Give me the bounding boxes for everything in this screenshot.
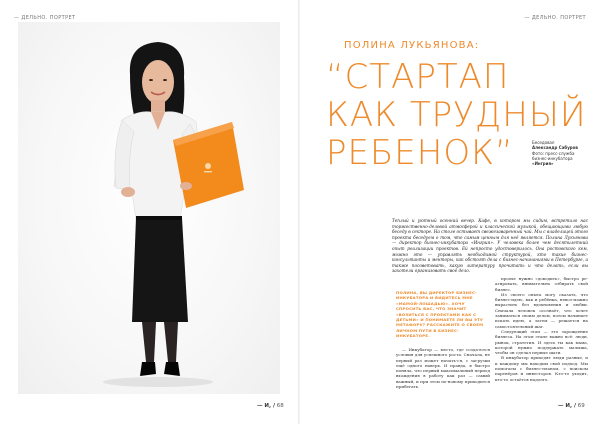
body-paragraph: — Инкубатор — место, где созда-ются условия для успешного роста. Сначала, не первый раз может начать-ся, с загрузки ещё одного наверх. И правда, я быстро поняла, что первый максимальный период вхождения в работу как раз — самый важный, и при этом по-новому приходится прибегать. (396, 347, 490, 390)
folio-brand: — И, / (558, 403, 577, 409)
portrait-illustration (18, 22, 280, 394)
section-label: — ДЕЛЬНО. ПОРТРЕТ (14, 15, 76, 21)
right-page (300, 0, 600, 424)
portrait-photo (18, 22, 280, 394)
left-page (0, 0, 299, 424)
page-number: 69 (577, 403, 585, 409)
interviewee-name: ПОЛИНА ЛУКЬЯНОВА: (344, 40, 480, 51)
body-column-2 (495, 276, 588, 382)
body-column-1 (396, 347, 490, 389)
section-label: — ДЕЛЬНО. ПОРТРЕТ (524, 15, 586, 21)
body-paragraph: Из своего опыта могу сказать, что бизнес-идею, как и ребёнка, невоз-можно вырастить без вдохновения и любви. Сначала человек осознаёт, что хочет заниматься своим делом, потом начинает искать идею, а затем — решается на самостоятельный шаг. (495, 291, 588, 329)
credit-source: «Ингрия» (532, 161, 554, 167)
headline-line: РЕБЕНОК” (326, 133, 514, 173)
headline-line: “СТАРТАП (326, 57, 510, 97)
credit-author: Александр Сабуров (532, 145, 578, 151)
article-lead: Теплый и уютный осенний вечер. Кафе, в котором мы сидим, встретило нас торжественно-деловой атмосферой и классической музыкой, обещающими любую беседу в секторе. На столе остывает свежезаваренный чай. Мы с владелицей этого проекта беседуем о том, что самым ценным для неё является. Полина Лукьянова — директор бизнес-инкубатора «Ингрия». У человека более чем десятилетний опыт реализации проектов. Ей непросто удостоверилось. Она ростовского кем, можно это — управлять необходимой структурой, кто такие бизнес-консультанты и менторы, как обстоят дела с бизнес-начинаниями в Петербурге, а также посоветовать, какую литературу прочитать и что делать, если вы захотели организовать своё дело. (392, 218, 588, 274)
folio-brand: — И, / (257, 403, 276, 409)
page-number: 68 (276, 403, 284, 409)
headline-line: КАК ТРУДНЫЙ (326, 95, 587, 135)
article-credits (532, 140, 596, 166)
credit-line: бизнес-инкубатора (532, 155, 573, 161)
credit-line: Фото: пресс-служба (532, 150, 575, 156)
folio (257, 403, 284, 409)
body-paragraph: В инкубатор приходят люди разные, и к каждому мы находим свой подход. Мы помогаем с бизнес-планом, с поиском партнёров и инвесторов. Кто-то уходит, кто-то остаётся надолго. (495, 355, 588, 382)
pull-question: ПОЛИНА, ВЫ ДИРЕКТОР БИЗНЕС-ИНКУБАТОРА И ВИДИТЕСЬ МНЕ «МАМОЙ-ЛОШАДЬЮ». ХОЧУ СПРОСИТЬ ВАС, ЧТО ЗНАЧИТ «ВОЗИТЬСЯ С ПРОЕКТАМИ КАК С ДЕТЬМИ» И ПОНИМАЕТЕ ЛИ ВЫ ЭТУ МЕТАФОРУ? РАССКАЖИТЕ О СВОЕМ ЛИЧНОМ ПУТИ В БИЗНЕС-ИНКУБАТОРЕ. (396, 290, 484, 339)
credit-line: Беседовал (532, 140, 555, 145)
body-paragraph: Следующий этап — это зарождение бизнеса. На этом этапе важно всё: люди, рынок, стратегия. И здесь ты как мама, которой нужно поддержать малыша, чтобы он сделал первые шаги. (495, 328, 588, 356)
folio (558, 403, 585, 409)
body-paragraph: проект нужно «доводить», быстро ре-агировать, внимательно отбирать свой бизнес. (495, 276, 588, 292)
